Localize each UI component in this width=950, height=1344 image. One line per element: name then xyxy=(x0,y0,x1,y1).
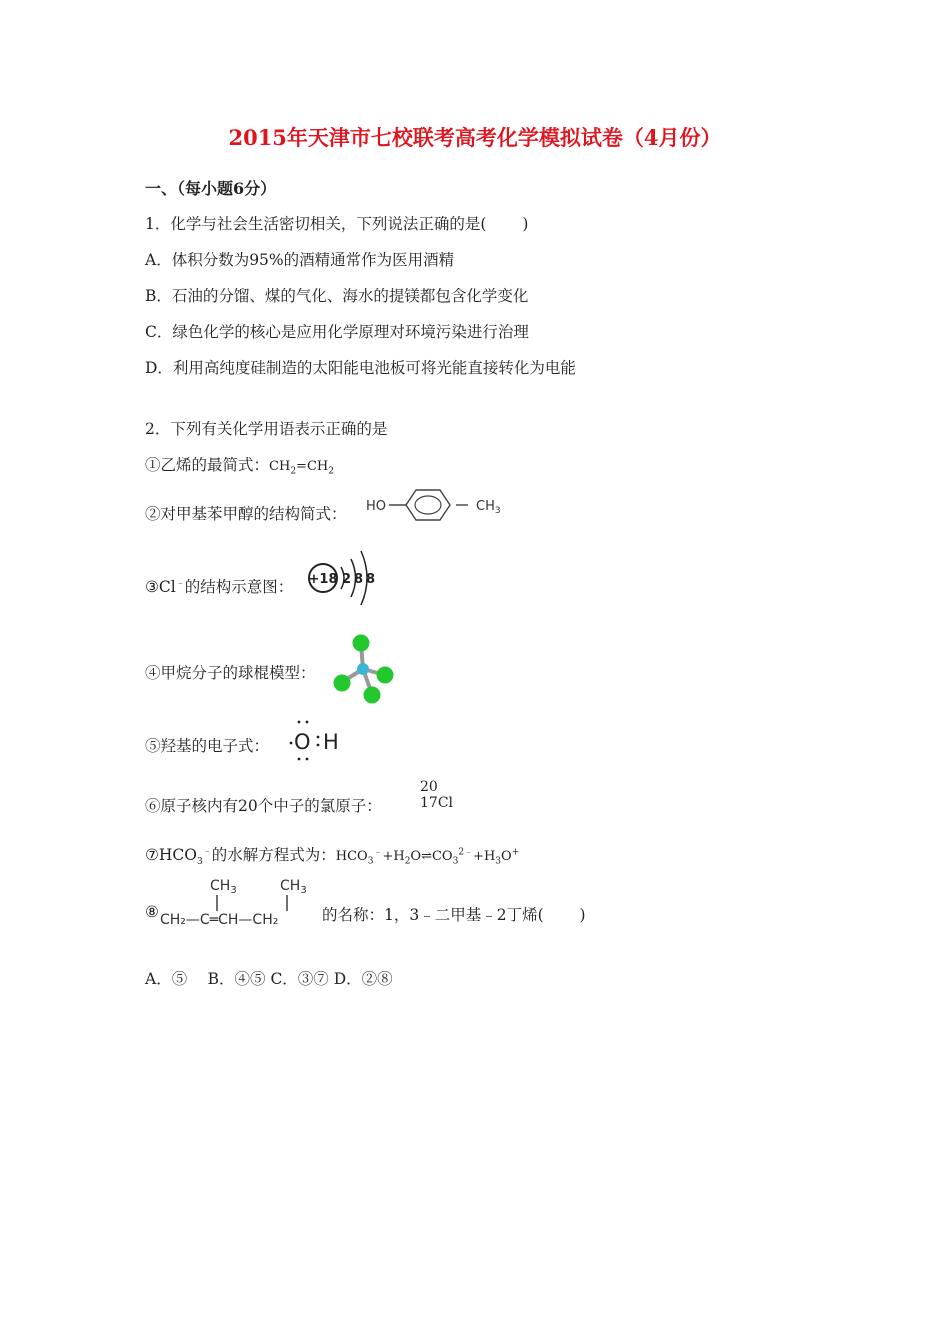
carbon-atom-center xyxy=(357,663,369,675)
item1-formula: $CH_2=CH_2$ xyxy=(269,459,334,477)
ho-label: HO xyxy=(366,499,387,514)
q1-option-d: D．利用高纯度硅制造的太阳能电池板可将光能直接转化为电能 xyxy=(145,359,576,377)
q2-item-1 xyxy=(145,453,334,477)
methane-ball-stick-model xyxy=(328,632,398,707)
q2-answer-options: A．⑤ B．④⑤ C．③⑦ D．②⑧ xyxy=(145,970,393,988)
element-symbol: Cl xyxy=(437,795,454,811)
shell-3-count: 8 xyxy=(366,572,376,587)
chloride-ion-structure-diagram xyxy=(305,545,385,615)
item8-name-text: 的名称：1，3﹣二甲基﹣2丁烯( ) xyxy=(322,906,586,924)
q2-item-8 xyxy=(145,903,159,921)
item1-label: ①乙烯的最简式： xyxy=(145,456,270,474)
shell-2-count: 8 xyxy=(354,572,364,587)
q1-option-b: B．石油的分馏、煤的气化、海水的提镁都包含化学变化 xyxy=(145,287,529,305)
p-methylbenzyl-alcohol-structure xyxy=(364,488,504,528)
q2-item-4: ④甲烷分子的球棍模型： xyxy=(145,664,316,682)
item8-label: ⑧ xyxy=(145,903,159,921)
oxygen-symbol: O xyxy=(294,730,311,754)
mass-number: 20 xyxy=(420,779,438,795)
nucleus-charge: +18 xyxy=(308,572,338,587)
hydrogen-symbol: H xyxy=(323,730,339,754)
main-chain: CH₂—C═CH—CH₂ xyxy=(160,912,279,928)
q2-item-5: ⑤羟基的电子式： xyxy=(145,737,270,755)
q2-stem: 2．下列有关化学用语表示正确的是 xyxy=(145,420,388,438)
q2-item-2: ②对甲基苯甲醇的结构简式： xyxy=(145,505,347,523)
hydroxyl-electron-formula xyxy=(282,716,347,764)
shell-1-count: 2 xyxy=(342,572,352,587)
chlorine-isotope-notation xyxy=(420,779,453,811)
chlorine-atom-left xyxy=(334,675,351,692)
q1-option-c: C．绿色化学的核心是应用化学原理对环境污染进行治理 xyxy=(145,323,529,341)
chlorine-atom-right xyxy=(377,667,394,684)
hydrolysis-equation: $HCO_3^﹣+H_2O\rightleftharpoons CO_3^{2﹣}+H_3O^+$ xyxy=(335,847,520,867)
q1-stem: 1．化学与社会生活密切相关，下列说法正确的是( ) xyxy=(145,215,529,233)
methyl-group-left: $CH_3$ xyxy=(210,878,237,896)
methyl-group-right: $CH_3$ xyxy=(280,878,307,896)
atomic-number: 17 xyxy=(420,795,438,811)
exam-title: 2015年天津市七校联考高考化学模拟试卷（4月份） xyxy=(228,125,722,150)
chlorine-atom-top xyxy=(353,635,370,652)
ch3-label: $CH_3$ xyxy=(476,499,501,516)
chlorine-atom-bottom xyxy=(364,687,381,704)
q2-item-3: ③Cl﹣的结构示意图： xyxy=(145,578,294,596)
q1-option-a: A．体积分数为95%的酒精通常作为医用酒精 xyxy=(145,251,455,269)
section-heading: 一、（每小题6分） xyxy=(145,179,277,198)
q2-item-7: $⑦HCO_3^﹣$的水解方程式为：$HCO_3^﹣+H_2O\rightleftharpoons CO_3^{2﹣}+H_3O^+$ xyxy=(145,846,520,868)
alkene-structural-formula xyxy=(160,873,320,928)
q2-item-6: ⑥原子核内有20个中子的氯原子： xyxy=(145,797,382,815)
